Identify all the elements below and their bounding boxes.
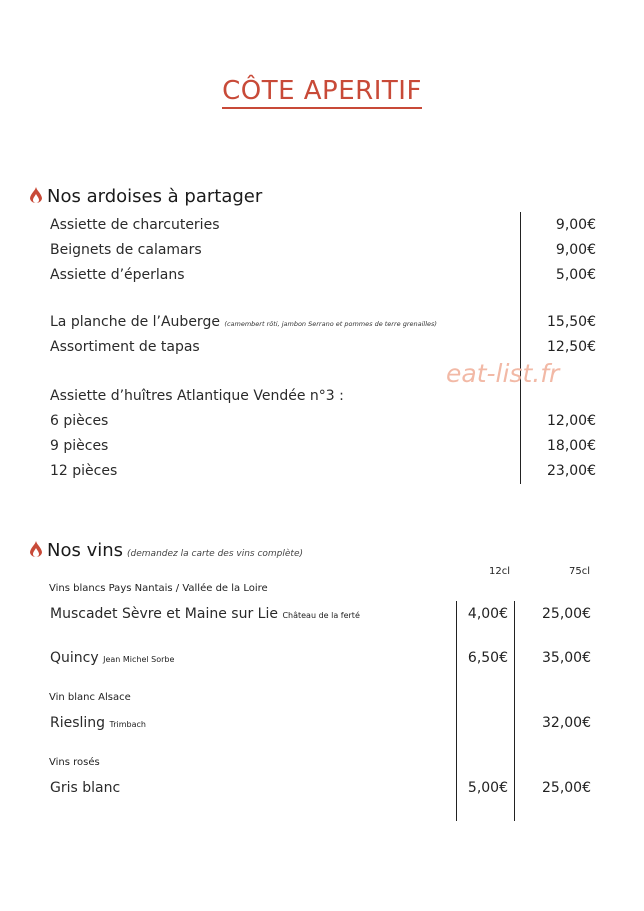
wine-price-75cl: 25,00€ — [542, 780, 591, 796]
page-title — [0, 76, 644, 106]
wine-producer: Château de la ferté — [282, 611, 360, 620]
wine-group-label: Vins blancs Pays Nantais / Vallée de la Loire — [49, 583, 268, 594]
column-divider — [520, 212, 521, 484]
wine-group-label: Vins rosés — [49, 757, 100, 768]
wine-producer: Jean Michel Sorbe — [103, 655, 175, 664]
wine-item: Muscadet Sèvre et Maine sur Lie Château de la ferté — [50, 606, 360, 622]
wine-price-75cl: 25,00€ — [542, 606, 591, 622]
menu-item-price: 5,00€ — [555, 267, 596, 283]
menu-item-price: 9,00€ — [555, 242, 596, 258]
menu-item: Assiette d’huîtres Atlantique Vendée n°3 : — [50, 388, 344, 404]
column-divider — [514, 601, 515, 821]
wine-price-75cl: 35,00€ — [542, 650, 591, 666]
section-heading-vins — [28, 540, 303, 561]
column-header-75cl: 75cl — [568, 566, 590, 577]
wine-item: Riesling Trimbach — [50, 715, 146, 731]
menu-item-note: (camembert rôti, jambon Serrano et pommes de terre grenailles) — [224, 320, 437, 328]
flame-icon — [28, 540, 44, 558]
menu-item-price: 15,50€ — [547, 314, 596, 330]
menu-item: Beignets de calamars — [50, 242, 202, 258]
menu-item: Assiette de charcuteries — [50, 217, 220, 233]
column-divider — [456, 601, 457, 821]
wine-price-12cl: 6,50€ — [467, 650, 508, 666]
section-heading-text: Nos ardoises à partager — [47, 186, 263, 207]
page-title-text: CÔTE APERITIF — [222, 76, 422, 109]
menu-item-price: 12,50€ — [547, 339, 596, 355]
menu-item: 12 pièces — [50, 463, 118, 479]
wine-producer: Trimbach — [109, 720, 146, 729]
menu-item: Assortiment de tapas — [50, 339, 200, 355]
menu-item-price: 23,00€ — [547, 463, 596, 479]
menu-item-price: 9,00€ — [555, 217, 596, 233]
menu-item: La planche de l’Auberge (camembert rôti, jambon Serrano et pommes de terre grenailles) — [50, 314, 437, 330]
menu-item-price: 12,00€ — [547, 413, 596, 429]
flame-icon — [28, 186, 44, 204]
column-header-12cl: 12cl — [488, 566, 510, 577]
menu-item-price: 18,00€ — [547, 438, 596, 454]
wine-group-label: Vin blanc Alsace — [49, 692, 131, 703]
section-heading-text: Nos vins — [47, 540, 124, 561]
menu-item: 9 pièces — [50, 438, 109, 454]
wine-item: Quincy Jean Michel Sorbe — [50, 650, 175, 666]
watermark: eat-list.fr — [446, 359, 560, 388]
menu-item: 6 pièces — [50, 413, 109, 429]
wine-price-12cl: 4,00€ — [467, 606, 508, 622]
wine-item: Gris blanc — [50, 780, 121, 796]
section-heading-note: (demandez la carte des vins complète) — [127, 549, 304, 559]
wine-price-75cl: 32,00€ — [542, 715, 591, 731]
menu-item: Assiette d’éperlans — [50, 267, 185, 283]
wine-price-12cl: 5,00€ — [467, 780, 508, 796]
section-heading-ardoises — [28, 186, 262, 207]
